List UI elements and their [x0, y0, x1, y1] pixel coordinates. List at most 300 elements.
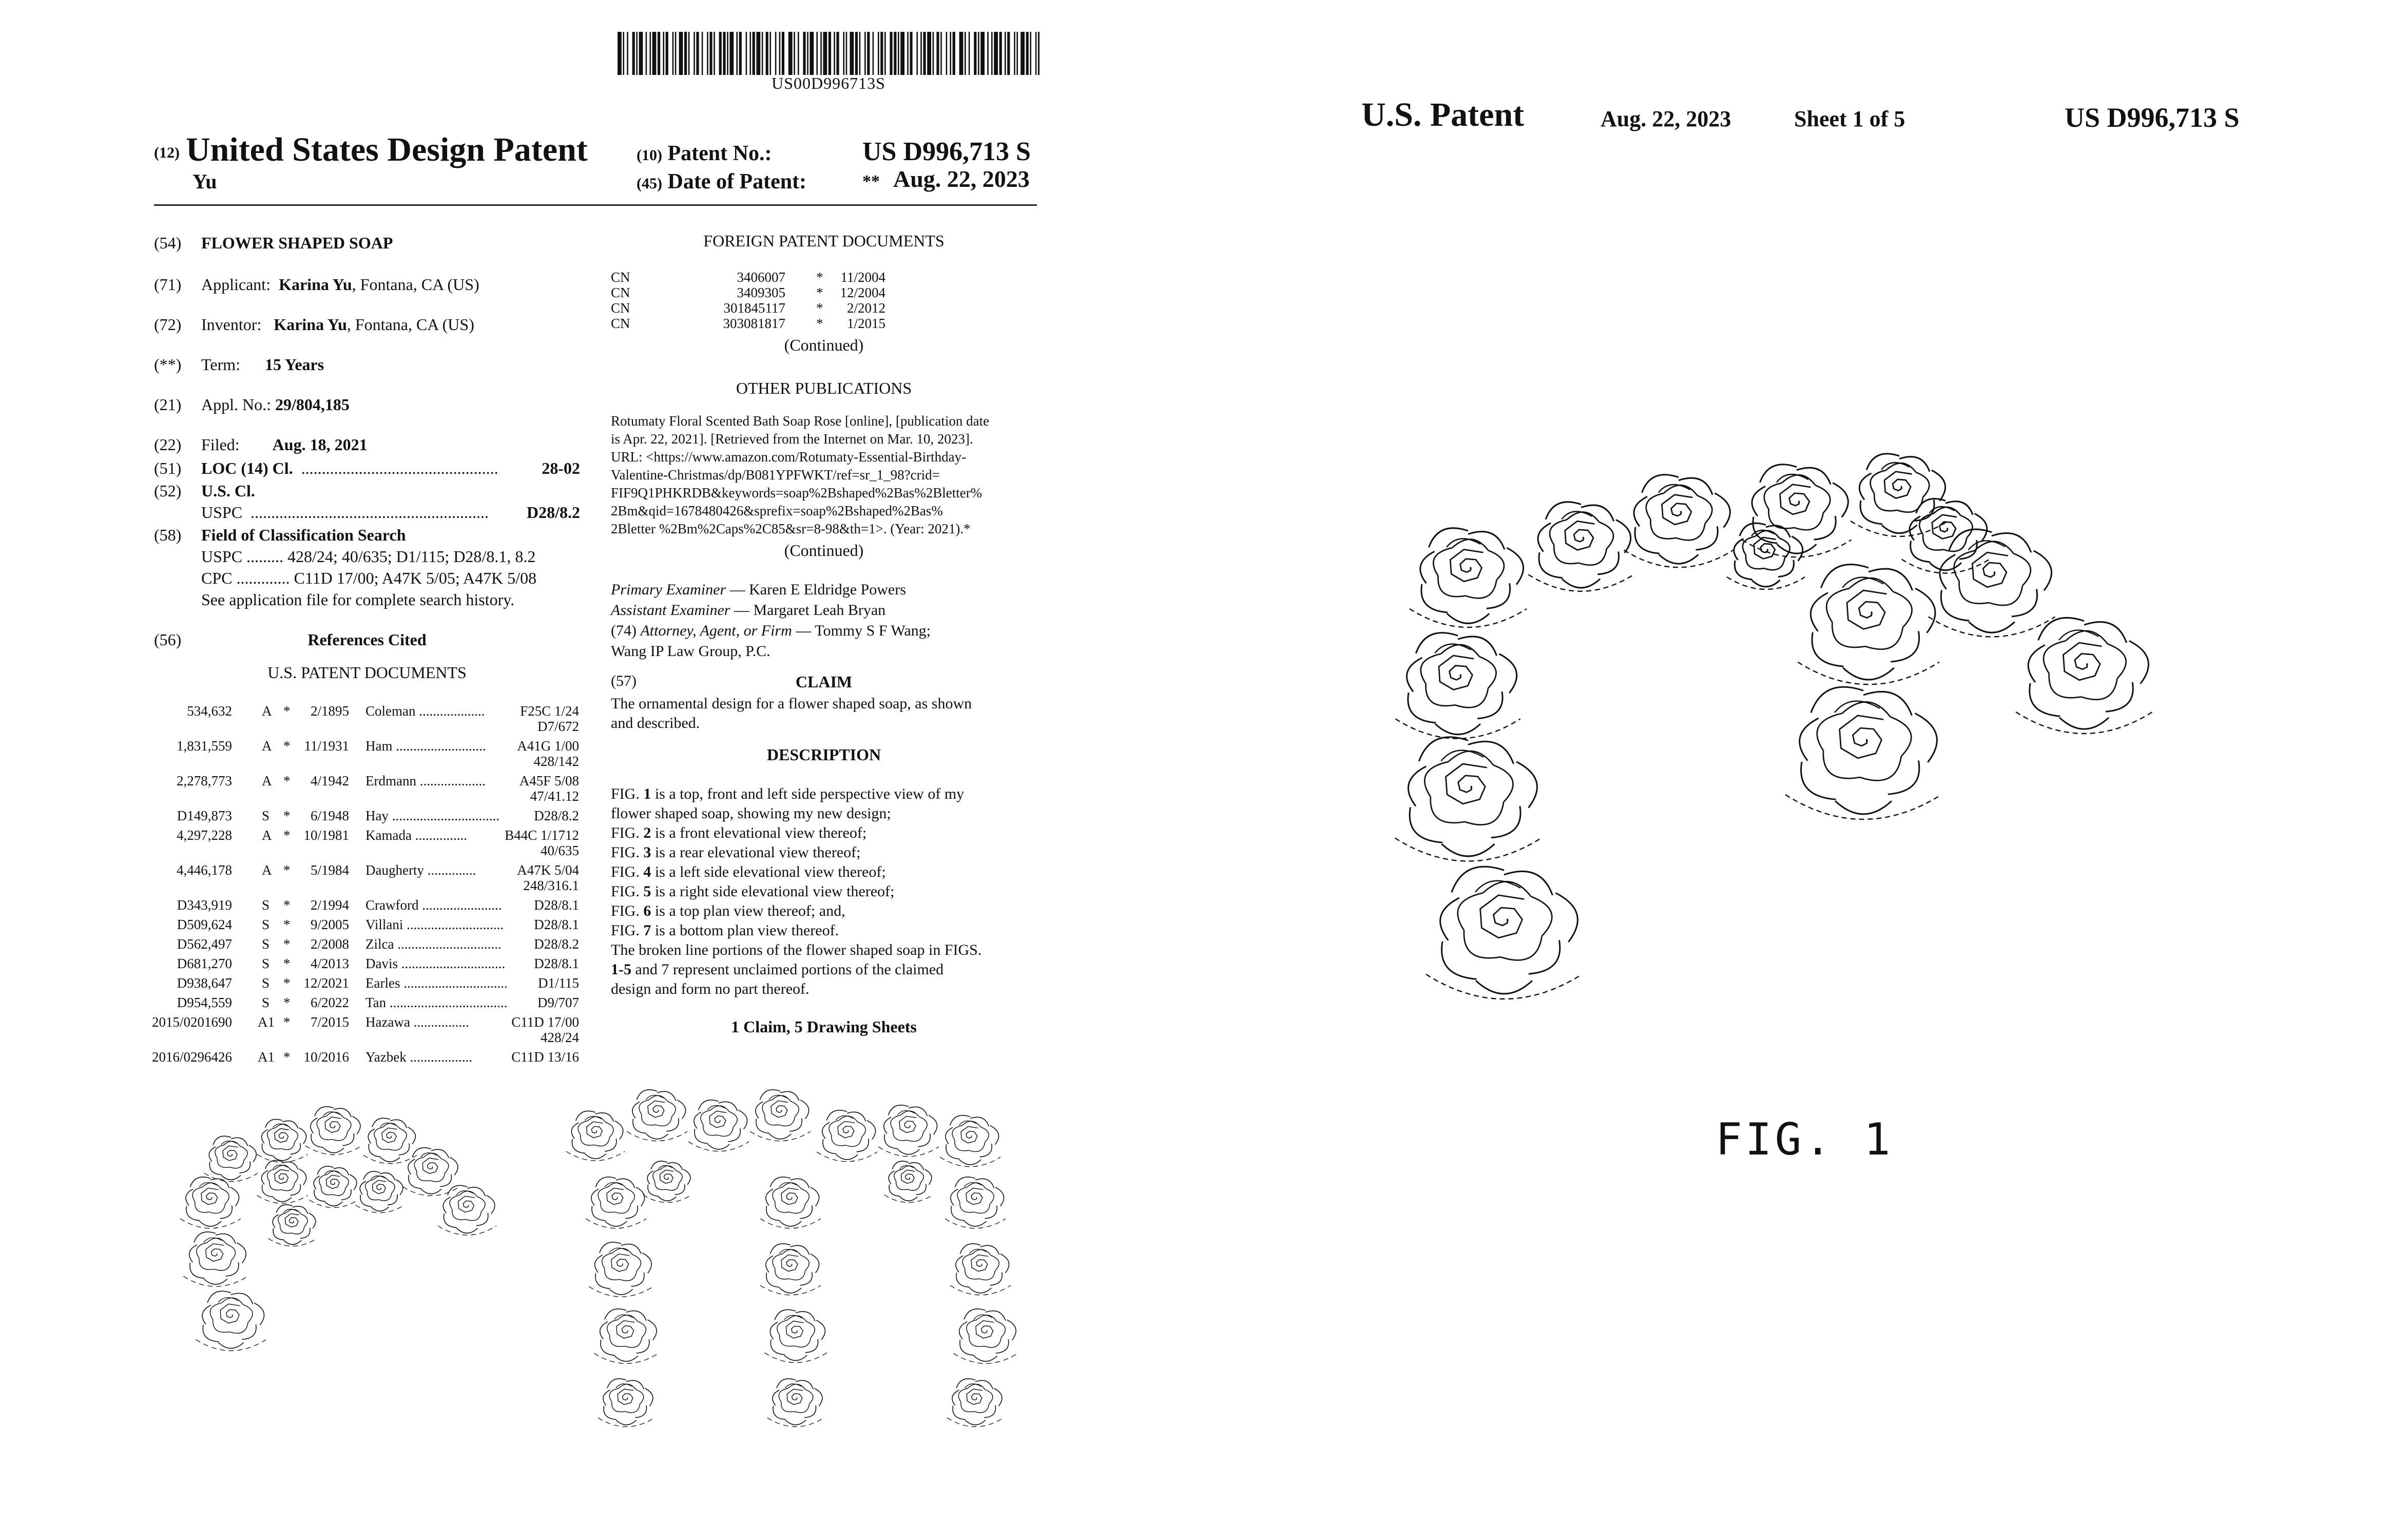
barcode-bar — [884, 32, 886, 75]
ref-class: D28/8.2 — [534, 808, 579, 823]
rose-icon — [643, 1161, 692, 1203]
header-rule — [154, 204, 1037, 206]
rose-icon — [940, 1115, 1000, 1167]
ref-date: 6/2022 — [310, 995, 349, 1010]
rose-icon — [1624, 475, 1734, 567]
rose-inner-spiral — [618, 1389, 633, 1404]
barcode-bar — [658, 32, 660, 75]
table-row — [0, 738, 580, 754]
barcode-bar — [867, 32, 870, 75]
ref-class: C11D 13/16 — [511, 1049, 579, 1065]
rose-base-broken-line — [953, 1353, 1017, 1363]
ref-name: Hazawa ................ — [365, 1014, 469, 1030]
foreign-continued: (Continued) — [784, 336, 864, 354]
rose-inner-spiral — [201, 1188, 218, 1204]
rose-icon — [817, 1110, 877, 1162]
filed-date: Aug. 18, 2021 — [272, 435, 368, 454]
rose-outer-petals — [600, 1309, 657, 1361]
primary-examiner-name: — Karen E Eldridge Powers — [726, 581, 906, 598]
ref-class: A47K 5/04 — [517, 862, 579, 878]
table-row — [0, 897, 580, 913]
date-of-patent-value: Aug. 22, 2023 — [893, 166, 1030, 192]
rose-outer-petals — [889, 1161, 932, 1201]
drawing-sheets-count: 1 Claim, 5 Drawing Sheets — [731, 1017, 917, 1036]
rose-middle-petals — [598, 1183, 634, 1213]
rose-inner-spiral — [1480, 895, 1525, 938]
rose-base-broken-line — [183, 1276, 247, 1286]
rose-inner-spiral — [382, 1128, 397, 1143]
ref-number: 2016/0296426 — [151, 1049, 232, 1065]
ref-star: * — [283, 956, 291, 971]
rose-inner-spiral — [275, 1170, 289, 1184]
rose-base-broken-line — [438, 1226, 496, 1235]
barcode-bar — [679, 32, 683, 75]
field-label: LOC (14) Cl. — [201, 459, 293, 477]
ref-kind: A — [262, 862, 272, 878]
ref-star: * — [283, 1049, 291, 1065]
rose-icon — [947, 1379, 1004, 1427]
barcode-bar — [627, 32, 628, 75]
barcode-bar — [696, 32, 699, 75]
date-of-patent-code: (45) — [637, 175, 662, 192]
barcode-bar — [880, 32, 883, 75]
field-label: U.S. Cl. — [201, 482, 255, 500]
barcode-bar — [810, 32, 814, 75]
barcode-text: US00D996713S — [772, 74, 885, 92]
rose-middle-petals — [192, 1183, 229, 1213]
assistant-examiner-name: — Margaret Leah Bryan — [730, 602, 886, 619]
references-cited-heading: References Cited — [307, 630, 427, 649]
rose-outer-petals — [443, 1185, 494, 1233]
assistant-examiner — [611, 602, 885, 619]
application-number-field — [154, 395, 350, 414]
uspc-class: D28/8.2 — [527, 503, 580, 522]
ref-class: D28/8.1 — [534, 917, 579, 932]
barcode-bar — [714, 32, 715, 75]
barcode-bar — [1016, 32, 1018, 75]
rose-middle-petals — [365, 1176, 395, 1201]
barcode-bar — [702, 32, 703, 75]
rose-outer-petals — [1811, 565, 1935, 680]
description-text-part: is a top plan view thereof; and, — [651, 902, 845, 919]
description-line — [611, 844, 860, 861]
field-code: (71) — [154, 275, 182, 294]
barcode-bar — [898, 32, 899, 75]
rose-icon — [750, 1090, 811, 1141]
rose-middle-petals — [967, 1315, 1006, 1348]
ref-class-continued: 248/316.1 — [523, 878, 579, 893]
rose-outer-petals — [591, 1177, 645, 1226]
rose-icon — [586, 1177, 646, 1228]
rose-base-broken-line — [363, 1155, 417, 1164]
description-text-part: is a front elevational view thereof; — [651, 824, 867, 841]
table-row — [611, 285, 898, 300]
ref-date: 10/2016 — [303, 1049, 349, 1065]
rose-outer-petals — [1800, 687, 1937, 814]
ref-kind: A — [262, 773, 272, 788]
rose-icon — [1410, 528, 1527, 627]
fp-date: 2/2012 — [846, 300, 885, 316]
attorney-name: — Tommy S F Wang; — [792, 622, 931, 639]
fp-number: 301845117 — [723, 300, 785, 316]
ref-date: 10/1981 — [303, 827, 349, 843]
inventor-location: , Fontana, CA (US) — [346, 315, 474, 334]
rose-icon — [688, 1100, 749, 1151]
description-fig-number: 7 — [643, 922, 651, 939]
ref-name: Erdmann ................... — [365, 773, 486, 788]
application-number: 29/804,185 — [275, 395, 350, 414]
barcode-bar — [946, 32, 948, 75]
ref-class: D28/8.2 — [534, 936, 579, 952]
barcode-bar — [916, 32, 918, 75]
description-text-part: is a left side elevational view thereof; — [651, 863, 886, 880]
rose-base-broken-line — [180, 1219, 241, 1228]
rose-inner-spiral — [587, 1122, 603, 1138]
rose-base-broken-line — [688, 1142, 749, 1151]
rose-base-broken-line — [767, 1418, 824, 1427]
barcode-bar — [779, 32, 781, 75]
rose-icon — [257, 1160, 308, 1203]
barcode-bar — [991, 32, 993, 75]
table-row — [0, 956, 580, 971]
rose-inner-spiral — [901, 1170, 915, 1183]
attorney-firm: Wang IP Law Group, P.C. — [611, 643, 771, 660]
barcode-bar — [999, 32, 1002, 75]
fp-date: 1/2015 — [846, 316, 885, 331]
fp-country: CN — [611, 285, 630, 300]
barcode-bar — [782, 32, 784, 75]
front-page-rose-drawing — [154, 1093, 1037, 1442]
rose-icon — [594, 1309, 658, 1363]
rose-outer-petals — [1752, 465, 1848, 553]
rose-inner-spiral — [1662, 495, 1693, 525]
rose-middle-petals — [773, 1249, 809, 1280]
rose-base-broken-line — [764, 1353, 827, 1362]
rose-outer-petals — [189, 1232, 246, 1284]
sheet-header-sheet: Sheet 1 of 5 — [1794, 106, 1905, 131]
leader-dots: ................................................ — [301, 459, 498, 477]
ref-date: 6/1948 — [310, 808, 349, 823]
patent-number-code: (10) — [637, 147, 662, 164]
primary-examiner-label: Primary Examiner — [611, 581, 726, 598]
field-label: Inventor: — [201, 315, 262, 334]
ref-name: Earles .............................. — [365, 975, 508, 991]
barcode-bar — [746, 32, 747, 75]
ref-name: Daugherty .............. — [365, 862, 476, 878]
barcode-bar — [639, 32, 643, 75]
rose-base-broken-line — [945, 1219, 1006, 1228]
rose-base-broken-line — [1624, 550, 1734, 568]
rose-middle-petals — [278, 1209, 307, 1234]
rose-inner-spiral — [787, 1389, 803, 1404]
other-publication-line: 2Bletter %2Bm%2Caps%2C85&sr=8-98&th=1>. (Year: 2021).* — [611, 521, 971, 536]
barcode-bar — [688, 32, 690, 75]
ref-number: 4,297,228 — [177, 827, 232, 843]
rose-middle-petals — [374, 1123, 407, 1150]
table-row — [611, 270, 898, 285]
rose-outer-petals — [2028, 618, 2148, 729]
rose-base-broken-line — [196, 1340, 266, 1351]
rose-icon — [945, 1177, 1006, 1228]
other-publication-line: FIF9Q1PHKRDB&keywords=soap%2Bshaped%2Bas%2Bletter% — [611, 485, 983, 500]
ref-date: 11/1931 — [304, 738, 349, 754]
barcode-bar — [974, 32, 976, 75]
rose-middle-petals — [578, 1116, 613, 1146]
rose-icon — [204, 1136, 258, 1182]
barcode-bar — [775, 32, 777, 75]
rose-middle-petals — [1424, 751, 1513, 824]
rose-inner-spiral — [1840, 716, 1884, 758]
patent-type-code: (12) — [154, 144, 180, 161]
applicant-location: , Fontana, CA (US) — [352, 275, 479, 294]
rose-icon — [310, 1166, 358, 1208]
barcode-bar — [652, 32, 657, 75]
rose-base-broken-line — [947, 1418, 1004, 1427]
barcode-bar — [923, 32, 926, 75]
rose-inner-spiral — [971, 1255, 988, 1271]
fp-star: * — [816, 270, 823, 285]
barcode-bar — [1026, 32, 1029, 75]
table-row — [0, 808, 580, 823]
rose-icon — [305, 1107, 362, 1154]
ref-date: 12/2021 — [303, 975, 349, 991]
rose-base-broken-line — [760, 1219, 821, 1228]
rose-outer-petals — [408, 1148, 458, 1194]
barcode-bar — [850, 32, 854, 75]
rose-middle-petals — [602, 1248, 641, 1281]
applicant-field — [154, 275, 479, 294]
table-row — [611, 316, 898, 331]
rose-middle-petals — [210, 1298, 253, 1333]
rose-middle-petals — [1826, 578, 1912, 649]
rose-base-broken-line — [2016, 712, 2152, 734]
barcode-bar — [788, 32, 793, 75]
patent-type-heading — [154, 130, 588, 169]
barcode-bar — [864, 32, 866, 75]
rose-icon — [566, 1111, 625, 1161]
description-fig-number: 4 — [643, 863, 651, 880]
rose-base-broken-line — [940, 1157, 1000, 1167]
fp-star: * — [816, 285, 823, 300]
search-uspc: USPC ......... 428/24; 40/635; D1/115; D28/8.1, 8.2 — [201, 547, 536, 566]
barcode-bar — [807, 32, 808, 75]
term-value: 15 Years — [264, 355, 324, 374]
rose-icon — [767, 1379, 824, 1427]
barcode-bar — [769, 32, 771, 75]
rose-outer-petals — [314, 1166, 357, 1206]
rose-inner-spiral — [285, 1214, 299, 1227]
description-heading: DESCRIPTION — [766, 745, 881, 764]
table-row — [0, 827, 580, 843]
rose-outer-petals — [1420, 528, 1524, 624]
rose-middle-petals — [450, 1191, 485, 1220]
barcode-bar — [823, 32, 827, 75]
date-of-patent — [862, 165, 1030, 192]
table-row — [0, 917, 580, 932]
loc-field — [154, 459, 580, 478]
ref-star: * — [283, 936, 291, 952]
patent-number-caption: Patent No.: — [667, 142, 772, 165]
barcode-bar — [739, 32, 742, 75]
barcode-bar — [936, 32, 939, 75]
rose-middle-petals — [1433, 540, 1504, 599]
rose-middle-petals — [958, 1384, 993, 1412]
barcode-bar — [820, 32, 822, 75]
barcode-bar — [749, 32, 751, 75]
rose-middle-petals — [762, 1095, 799, 1126]
rose-inner-spiral — [458, 1196, 475, 1212]
ref-star: * — [283, 827, 291, 843]
rose-outer-petals — [822, 1110, 876, 1160]
rose-outer-petals — [884, 1105, 937, 1154]
rose-base-broken-line — [1410, 609, 1527, 627]
description-fig-number: 2 — [643, 824, 651, 841]
rose-middle-petals — [957, 1183, 994, 1213]
ref-star: * — [283, 897, 291, 913]
barcode-bar — [1035, 32, 1037, 75]
rose-inner-spiral — [660, 1170, 674, 1183]
field-label: Appl. No.: — [201, 395, 271, 414]
barcode-bar — [980, 32, 985, 75]
rose-icon — [196, 1291, 266, 1351]
rose-middle-petals — [1458, 881, 1552, 960]
rose-middle-petals — [267, 1165, 298, 1191]
barcode-bar — [878, 32, 879, 75]
rose-icon — [268, 1205, 317, 1246]
rose-outer-petals — [756, 1090, 809, 1139]
inventor-surname: Yu — [192, 170, 217, 193]
rose-icon — [950, 1244, 1011, 1295]
barcode-bar — [953, 32, 955, 75]
rose-outer-petals — [1538, 502, 1631, 588]
rose-icon — [2016, 618, 2152, 734]
table-row — [0, 995, 580, 1010]
rose-inner-spiral — [966, 1188, 983, 1204]
description-text-part: and 7 represent unclaimed portions of the claimed — [631, 961, 944, 978]
barcode-bar — [959, 32, 964, 75]
table-row — [0, 936, 580, 952]
ref-number: D562,497 — [177, 936, 232, 952]
barcode-bar — [969, 32, 970, 75]
applicant-name: Karina Yu — [279, 275, 352, 294]
description-line — [611, 824, 866, 842]
ref-number: 534,632 — [187, 703, 232, 719]
field-label: Filed: — [201, 435, 240, 454]
barcode-bar — [834, 32, 835, 75]
sheet-header-title: U.S. Patent — [1361, 96, 1525, 133]
rose-base-broken-line — [268, 1239, 317, 1246]
ref-star: * — [283, 808, 291, 823]
rose-middle-petals — [2044, 631, 2126, 700]
patent-number-label — [637, 141, 772, 166]
rose-base-broken-line — [817, 1152, 877, 1162]
field-code: (58) — [154, 526, 182, 544]
barcode-bar — [859, 32, 861, 75]
rose-middle-petals — [1764, 475, 1831, 530]
rose-icon — [953, 1309, 1017, 1363]
rose-outer-petals — [946, 1115, 999, 1165]
rose-outer-petals — [770, 1310, 825, 1360]
barcode-bar — [649, 32, 651, 75]
fp-country: CN — [611, 316, 630, 331]
ref-star: * — [283, 1014, 291, 1030]
rose-middle-petals — [701, 1106, 737, 1136]
ref-star: * — [283, 862, 291, 878]
rose-inner-spiral — [1884, 472, 1912, 498]
rose-base-broken-line — [403, 1187, 459, 1196]
rose-outer-petals — [952, 1379, 1002, 1425]
rose-outer-petals — [209, 1136, 256, 1180]
other-publication-line: is Apr. 22, 2021]. [Retrieved from the Internet on Mar. 10, 2023]. — [611, 431, 973, 447]
rose-icon — [764, 1310, 827, 1362]
ref-kind: A — [262, 827, 272, 843]
rose-outer-petals — [595, 1242, 651, 1295]
barcode-bar — [843, 32, 844, 75]
ref-date: 4/2013 — [310, 956, 349, 971]
rose-base-broken-line — [1742, 540, 1852, 557]
ref-star: * — [283, 917, 291, 932]
barcode-bar — [632, 32, 635, 75]
rose-inner-spiral — [781, 1255, 798, 1271]
rose-base-broken-line — [594, 1353, 658, 1363]
description-text-part: FIG. — [611, 902, 644, 919]
barcode-bar — [727, 32, 728, 75]
ref-class-continued: 40/635 — [540, 843, 579, 858]
barcode-bar — [940, 32, 942, 75]
rose-outer-petals — [262, 1160, 306, 1201]
rose-base-broken-line — [1798, 662, 1939, 685]
patent-number: US D996,713 S — [862, 137, 1031, 166]
description-line — [611, 805, 891, 822]
sheet-header-number: US D996,713 S — [2065, 102, 2240, 133]
other-publications-heading: OTHER PUBLICATIONS — [736, 379, 912, 397]
ref-star: * — [283, 738, 291, 754]
rose-base-broken-line — [1426, 974, 1582, 999]
attorney-label: Attorney, Agent, or Firm — [640, 622, 792, 639]
description-line — [611, 902, 845, 920]
rose-icon — [1785, 687, 1941, 819]
field-label: Applicant: — [201, 275, 271, 294]
fp-number: 3409305 — [737, 285, 785, 300]
ref-number: 4,446,178 — [177, 862, 232, 878]
rose-base-broken-line — [1528, 574, 1633, 591]
ref-class: D28/8.1 — [534, 897, 579, 913]
ref-kind: S — [262, 808, 270, 823]
rose-icon — [1395, 737, 1542, 861]
leader-dots: .......................................................... — [251, 503, 489, 522]
rose-icon — [1528, 502, 1633, 591]
field-label: USPC — [201, 503, 243, 522]
barcode-bar — [1020, 32, 1025, 75]
barcode-bar — [766, 32, 768, 75]
ref-name: Ham .......................... — [365, 738, 486, 754]
other-publication-line: Valentine-Christmas/dp/B081YPFWKT/ref=sr_1_98?crid= — [611, 467, 940, 483]
description-fig-number: 6 — [643, 902, 651, 919]
rose-inner-spiral — [786, 1321, 803, 1338]
ref-class: A41G 1/00 — [517, 738, 579, 754]
rose-base-broken-line — [1395, 838, 1542, 861]
rose-icon — [598, 1379, 654, 1427]
barcode-bar — [890, 32, 892, 75]
description-text-part: is a right side elevational view thereof; — [651, 883, 895, 900]
rose-middle-petals — [777, 1316, 815, 1347]
foreign-documents-heading: FOREIGN PATENT DOCUMENTS — [703, 232, 945, 250]
rose-outer-petals — [766, 1177, 819, 1226]
field-code: (**) — [154, 355, 182, 374]
barcode-bar — [709, 32, 712, 75]
description-line — [611, 863, 886, 881]
ref-kind: A — [262, 738, 272, 754]
